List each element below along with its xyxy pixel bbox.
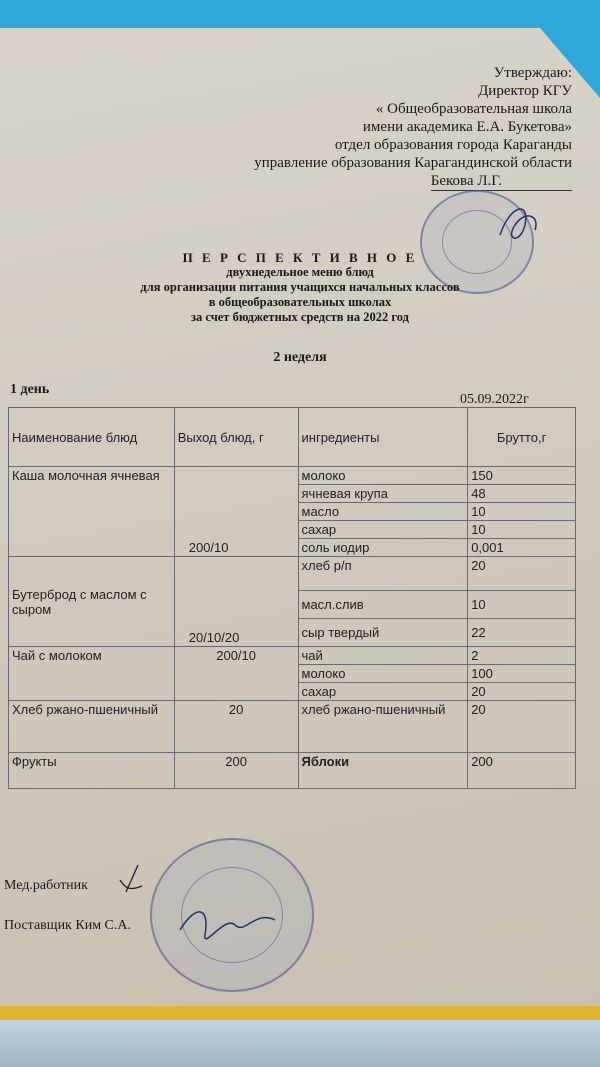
dish-name: Хлеб ржано-пшеничный [9,701,175,753]
approval-line: отдел образования города Караганды [334,137,572,153]
approval-line: « Общеобразовательная школа [375,101,572,117]
dish-name: Фрукты [9,753,175,789]
ingredient-name: масло [298,503,468,521]
menu-table [8,407,576,789]
approval-line: Директор КГУ [478,83,572,99]
column-header: ингредиенты [298,408,468,467]
dish-name: Чай с молоком [9,647,175,701]
column-header: Выход блюд, г [174,408,298,467]
ingredient-gross: 22 [468,619,576,647]
table-row [9,753,576,789]
approval-signatory: Бекова Л.Г. [431,172,572,191]
ingredient-name: хлеб ржано-пшеничный [298,701,468,753]
ingredient-name: ячневая крупа [298,485,468,503]
ingredient-name: сахар [298,683,468,701]
ingredient-gross: 2 [468,647,576,665]
supplier-signature-label: Поставщик Ким С.А. [4,918,131,933]
title-line: для организации питания учащихся начальных классов [140,280,460,294]
document-title [0,250,600,325]
medic-signature-icon [108,860,148,900]
approval-line: Утверждаю: [493,65,572,81]
week-label: 2 неделя [273,350,327,365]
ingredient-gross: 200 [468,753,576,789]
ingredient-name: чай [298,647,468,665]
ingredient-gross: 150 [468,467,576,485]
dish-output: 200 [174,753,298,789]
approval-line: управление образования Карагандинской области [254,155,572,171]
ingredient-gross: 10 [468,591,576,619]
approval-block [254,64,572,191]
ingredient-gross: 48 [468,485,576,503]
column-header: Брутто,г [468,408,576,467]
dish-name: Бутерброд с маслом с сыром [9,557,175,647]
title-line: в общеобразовательных школах [208,295,392,309]
table-row [9,701,576,753]
ingredient-gross: 20 [468,557,576,591]
table-row [9,557,576,591]
ingredient-name: молоко [298,467,468,485]
floor-background [0,1015,600,1067]
ingredient-name: Яблоки [298,753,468,789]
table-header-row [9,408,576,467]
dish-output: 20/10/20 [174,557,298,647]
medic-signature-label: Мед.работник [4,878,88,893]
dish-name: Каша молочная ячневая [9,467,175,557]
ingredient-name: сахар [298,521,468,539]
ingredient-gross: 0,001 [468,539,576,557]
title-line: П Е Р С П Е К Т И В Н О Е [182,250,418,265]
ingredient-name: масл.слив [298,591,468,619]
approval-line: имени академика Е.А. Букетова» [362,119,572,135]
ingredient-name: сыр твердый [298,619,468,647]
approval-signature-icon [490,195,550,255]
ingredient-gross: 20 [468,701,576,753]
table-row [9,467,576,485]
ingredient-gross: 20 [468,683,576,701]
ingredient-name: хлеб р/п [298,557,468,591]
dish-output: 200/10 [174,647,298,701]
ingredient-gross: 10 [468,521,576,539]
ingredient-name: молоко [298,665,468,683]
ingredient-gross: 10 [468,503,576,521]
day-label: 1 день [10,382,50,397]
title-line: за счет бюджетных средств на 2022 год [191,310,409,324]
supplier-signature-icon [175,895,285,955]
dish-output: 20 [174,701,298,753]
ingredient-name: соль иодир [298,539,468,557]
menu-date: 05.09.2022г [460,392,529,407]
ingredient-gross: 100 [468,665,576,683]
column-header: Наименование блюд [9,408,175,467]
title-line: двухнедельное меню блюд [226,265,374,279]
table-row [9,647,576,665]
dish-output: 200/10 [174,467,298,557]
